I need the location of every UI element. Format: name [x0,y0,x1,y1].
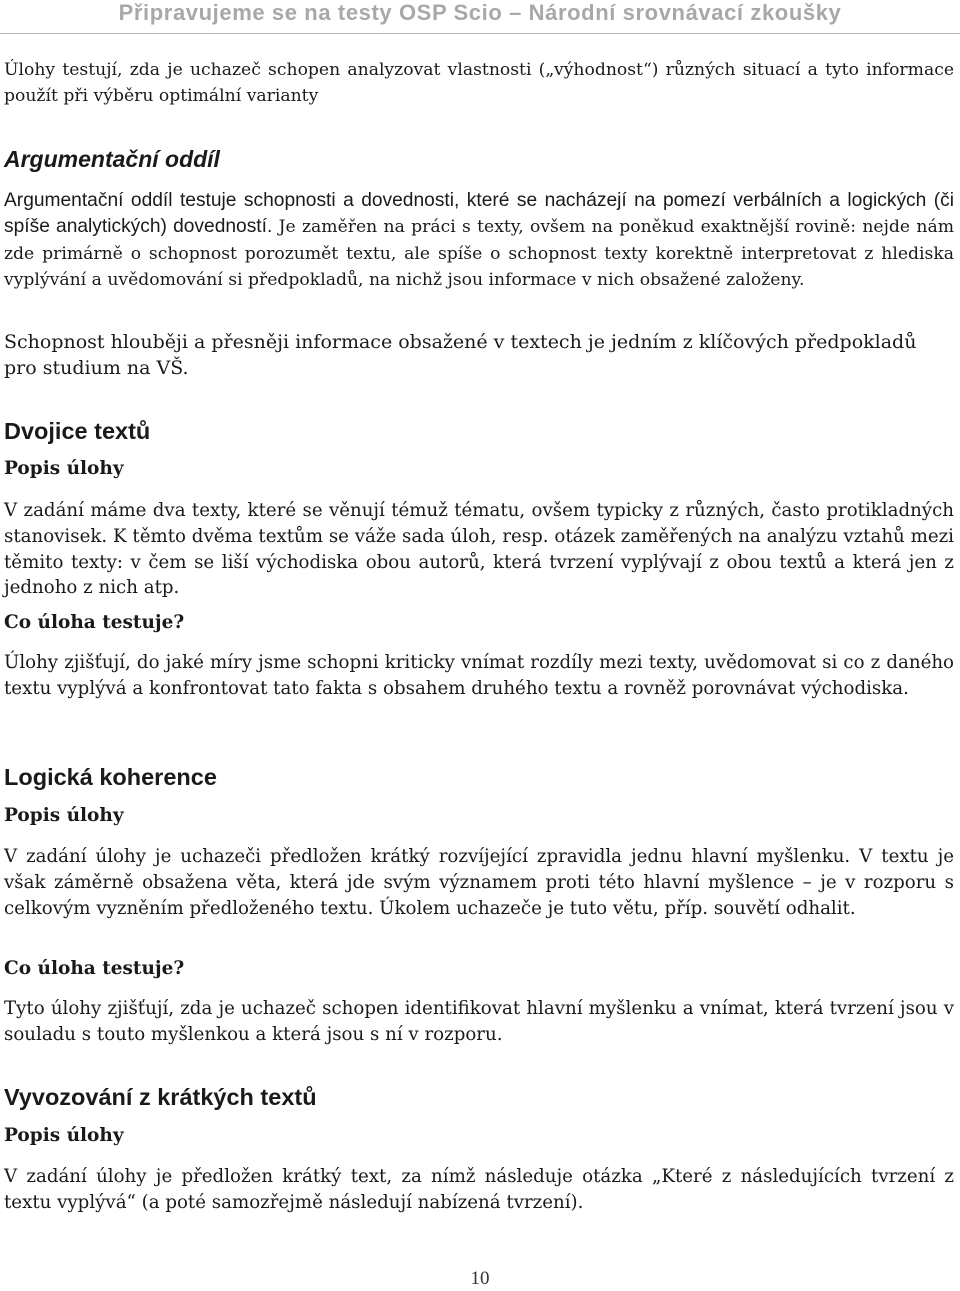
argument-paragraph-1-serif: Je zaměřen na práci s texty, ovšem na poněkud exaktnější rovině: nejde nám zde primárně o schopnost porozumět textu, ale spíše o schopnost texty korektně interpretovat z hlediska vyplývání a uvědomování si předpokladů, na nichž jsou informace v nich obsažené založeny. [4,216,954,291]
argument-section-heading: Argumentační oddíl [4,146,220,172]
section-test-text: Úlohy zjišťují, do jaké míry jsme schopni kriticky vnímat rozdíly mezi texty, uvědomovat si co z daného textu vyplývá a konfrontovat tato fakta s obsahem druhého textu a rovněž porovnávat východiska. [4,652,954,699]
section-desc-text: V zadání úlohy je předložen krátký text, za nímž následuje otázka „Které z následujících tvrzení z textu vyplývá“ (a poté samozřejmě následují nabízená tvrzení). [4,1166,954,1213]
section-desc-label: Popis úlohy [4,458,124,479]
page-header [0,0,960,34]
section-heading-koherence: Logická koherence [4,764,217,790]
argument-paragraph-1 [4,188,954,294]
intro-paragraph: Úlohy testují, zda je uchazeč schopen analyzovat vlastnosti („výhodnost“) různých situací a tyto informace použít při výběru optimální varianty [4,60,954,106]
section-heading-vyvozovani: Vyvozování z krátkých textů [4,1084,317,1110]
page-number: 10 [470,1268,490,1289]
argument-paragraph-1-sans: Argumentační oddíl testuje schopnosti a dovednosti, které se nacházejí na pomezí verbálních a logických (či spíše analytických) dovedností. [4,190,954,237]
section-desc-text: V zadání úlohy je uchazeči předložen krátký rozvíjející zpravidla jednu hlavní myšlenku. V textu je však záměrně obsažena věta, která jde svým významem proti této hlavní myšlence – je v rozporu s celkovým vyzněním předloženého textu. Úkolem uchazeče je tuto větu, příp. souvětí odhalit. [4,846,954,919]
section-heading-dvojice: Dvojice textů [4,418,151,444]
section-desc-text: V zadání máme dva texty, které se věnují témuž tématu, ovšem typicky z různých, často protikladných stanovisek. K těmto dvěma textům se váže sada úloh, resp. otázek zaměřených na analýzu vztahů mezi těmito texty: v čem se liší východiska obou autorů, která tvrzení vyplývají z obou textů a která jen z jednoho z nich atp. [4,500,954,599]
section-desc-label: Popis úlohy [4,805,124,826]
section-desc-label: Popis úlohy [4,1125,124,1146]
argument-paragraph-2: Schopnost hlouběji a přesněji informace obsažené v textech je jedním z klíčových předpokladů pro studium na VŠ. [4,331,917,379]
header-title: Připravujeme se na testy OSP Scio – Národní srovnávací zkoušky [118,0,842,25]
section-test-text: Tyto úlohy zjišťují, zda je uchazeč schopen identifikovat hlavní myšlenku a vnímat, která tvrzení jsou v souladu s touto myšlenkou a která jsou s ní v rozporu. [4,998,954,1045]
section-test-label: Co úloha testuje? [4,958,185,979]
section-test-label: Co úloha testuje? [4,612,185,633]
